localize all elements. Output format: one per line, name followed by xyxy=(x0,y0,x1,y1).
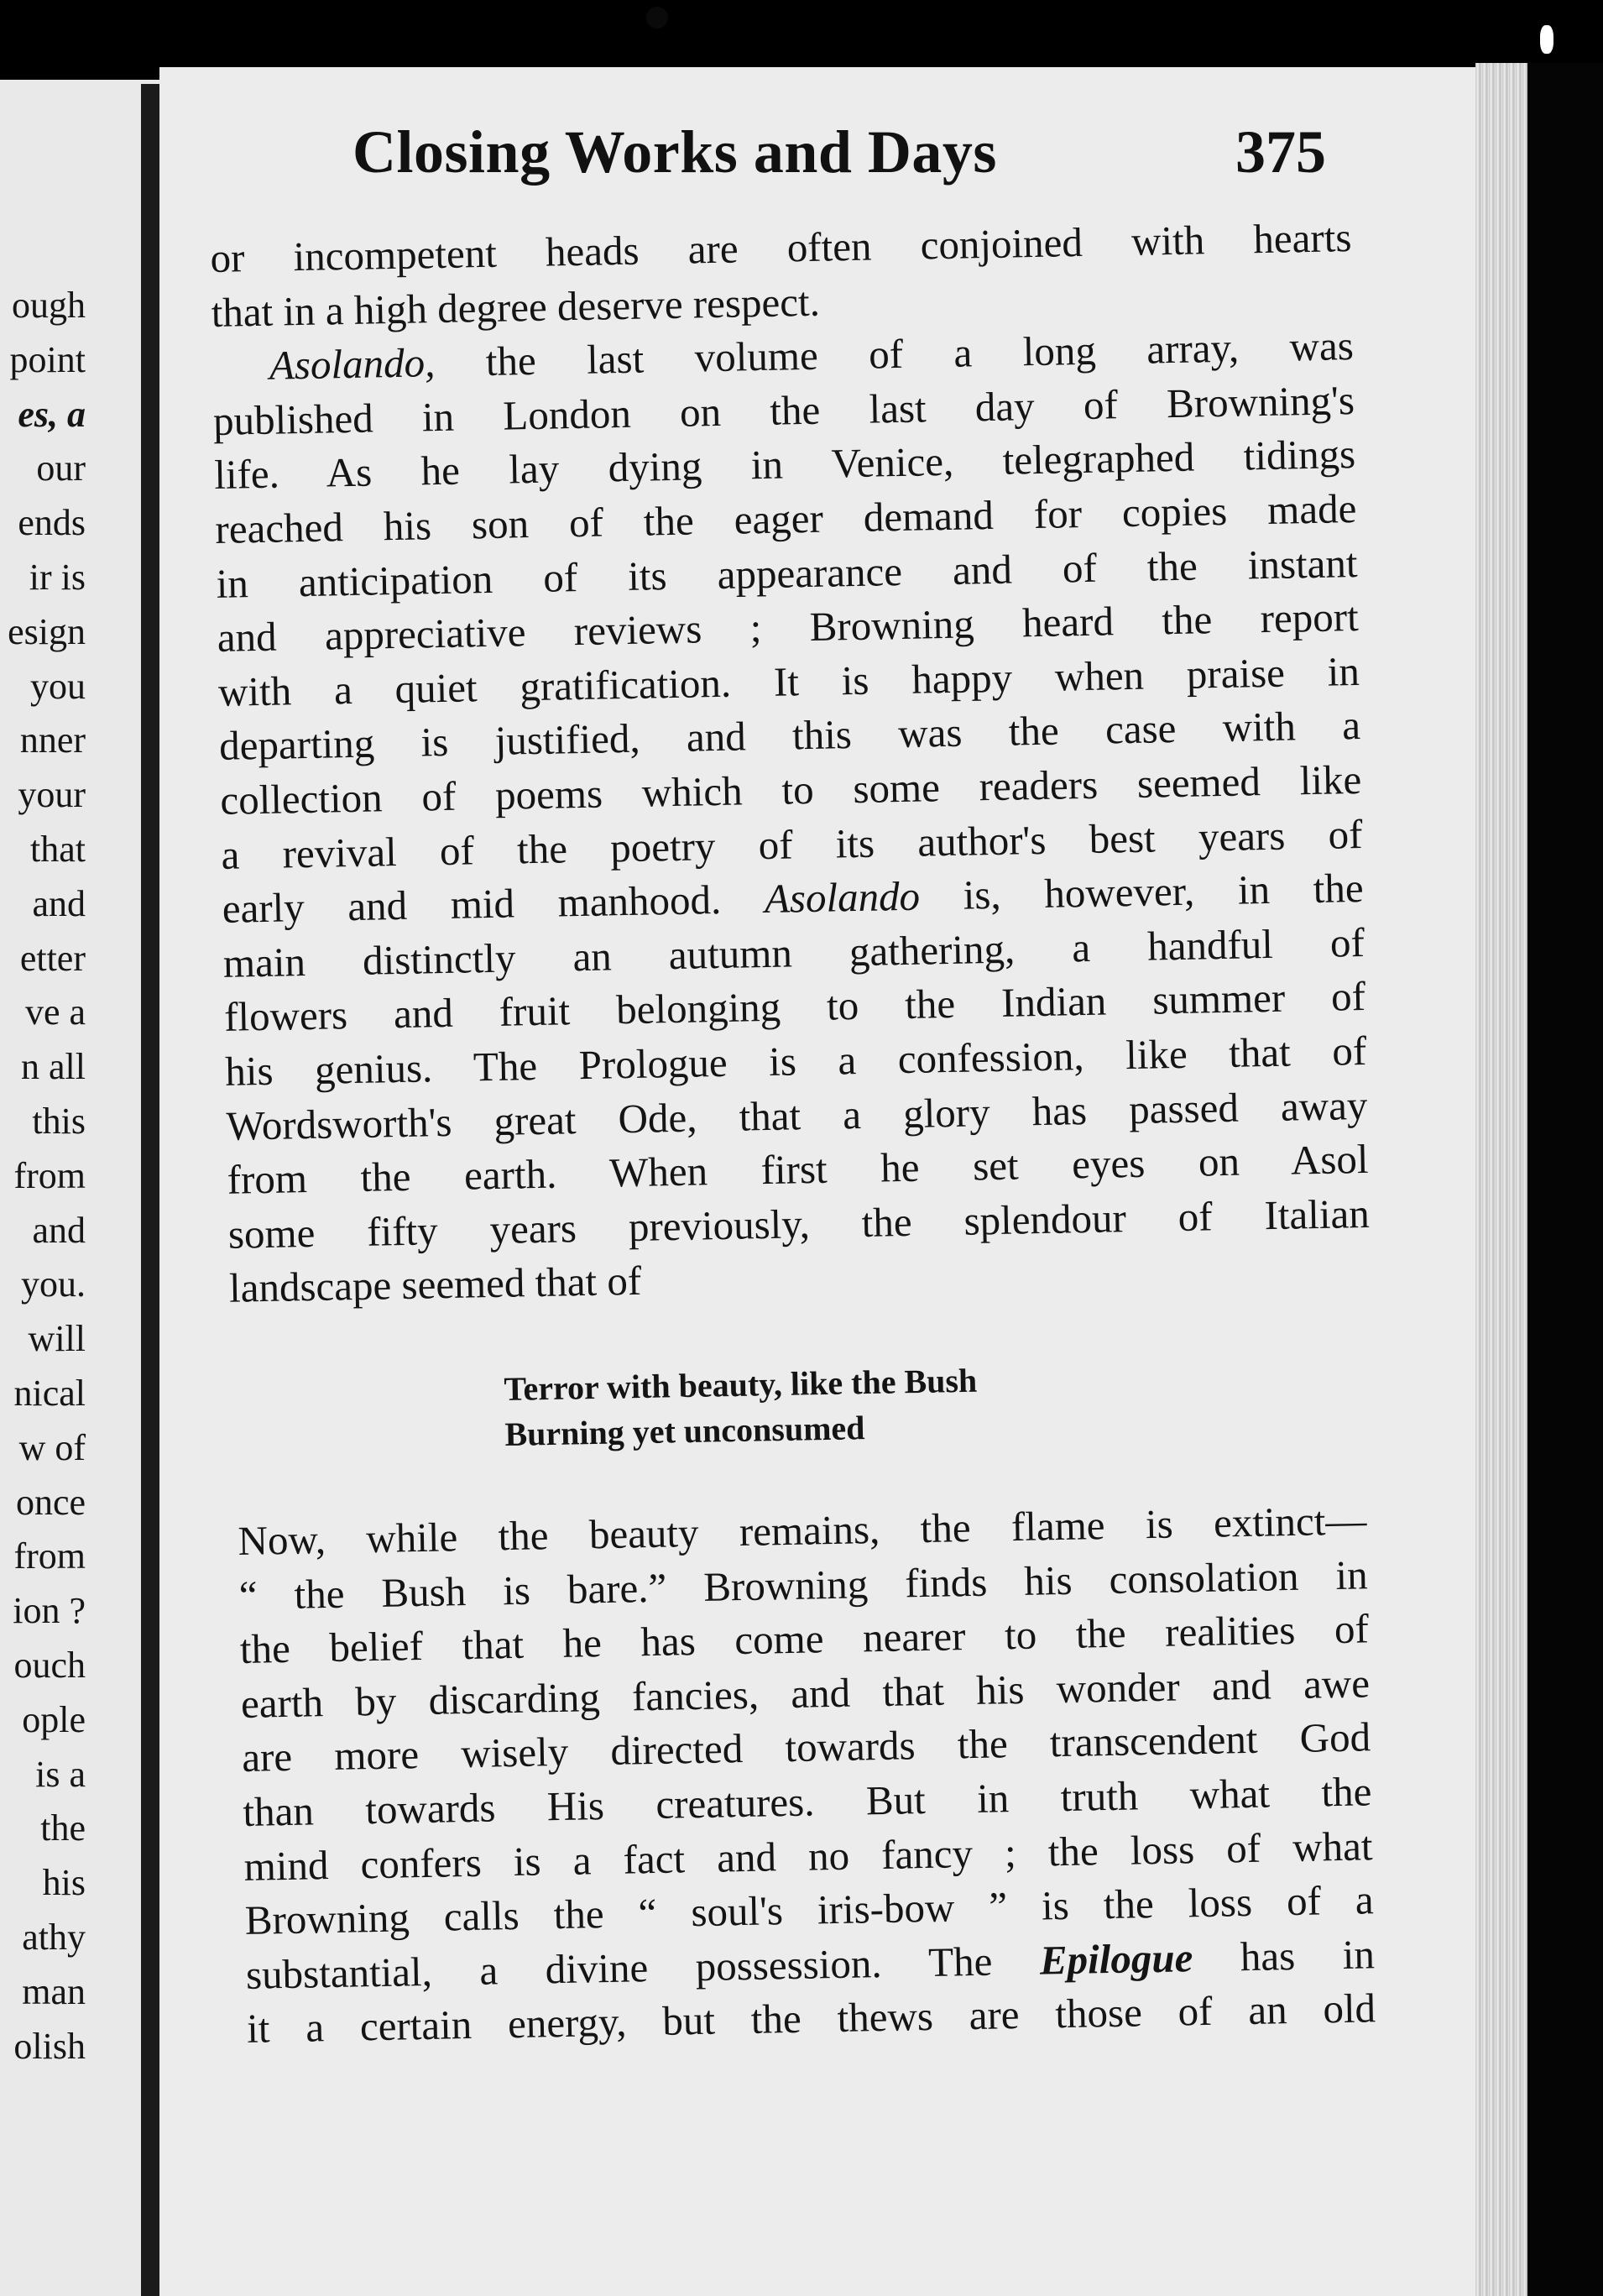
previous-page-fragment xyxy=(0,80,159,2296)
previous-page-line: n all xyxy=(21,1046,86,1088)
scan-background xyxy=(1527,63,1603,2296)
running-title: Closing Works and Days xyxy=(352,118,997,186)
text-line: some fifty years previously, the splendour of Italian xyxy=(227,1190,1371,1258)
text-line: and appreciative reviews ; Browning heard the report xyxy=(217,594,1360,662)
previous-page-line: ir is xyxy=(29,556,86,598)
text-line: collection of poems which to some readers seemed like xyxy=(219,756,1362,824)
page-edges xyxy=(1475,63,1527,2296)
text-fragment: is, however, in the xyxy=(919,865,1365,919)
previous-page-line: ough xyxy=(12,285,86,326)
previous-page-text xyxy=(0,279,86,2074)
previous-page-line: and xyxy=(32,882,86,924)
italic-title: Asolando xyxy=(764,872,921,923)
previous-page-line: nner xyxy=(19,719,86,761)
previous-page-line: esign xyxy=(8,610,86,652)
previous-page-line: ion ? xyxy=(13,1590,86,1632)
previous-page-line: olish xyxy=(13,2025,86,2067)
previous-page-line: ve a xyxy=(24,991,86,1033)
text-line: published in London on the last day of Browning's xyxy=(212,376,1355,444)
quote-line: Terror with beauty, like the Bush xyxy=(504,1361,978,1408)
scan-speck xyxy=(646,7,668,29)
text-line: Now, while the beauty remains, the flame is extinct— xyxy=(238,1497,1367,1564)
body-text-lower xyxy=(238,1493,1376,2056)
previous-page-line: this xyxy=(32,1100,86,1142)
text-line: departing is justified, and this was the case with a xyxy=(218,702,1361,770)
previous-page-line: ouch xyxy=(13,1644,86,1686)
text-line: “ the Bush is bare.” Browning finds his consolation in xyxy=(238,1551,1369,1619)
page-number: 375 xyxy=(1235,118,1326,186)
previous-page-line: etter xyxy=(19,937,86,979)
previous-page-line: you xyxy=(30,665,86,707)
body-text-upper xyxy=(210,211,1371,1316)
text-line: reached his son of the eager demand for copies made xyxy=(214,484,1357,552)
text-line: flowers and fruit belonging to the Indian summer of xyxy=(223,973,1366,1041)
previous-page-line: our xyxy=(36,447,86,489)
text-line: main distinctly an autumn gathering, a handful of xyxy=(222,918,1365,986)
italic-title: Epilogue xyxy=(1039,1933,1193,1984)
text-line: with a quiet gratification. It is happy when praise in xyxy=(217,647,1360,715)
text-fragment: has in xyxy=(1192,1931,1376,1980)
text-fragment: the last volume of a long array, was xyxy=(434,322,1355,386)
previous-page-line: that xyxy=(30,828,86,870)
text-line: are more wisely directed towards the transcendent God xyxy=(241,1713,1371,1781)
book-gutter xyxy=(141,84,159,2296)
text-line: a revival of the poetry of its author's best years of xyxy=(221,810,1363,878)
text-line: that in a high degree deserve respect. xyxy=(211,278,821,336)
previous-page-line: will xyxy=(28,1318,86,1360)
text-line: in anticipation of its appearance and of the instant xyxy=(216,539,1358,607)
previous-page-line: w of xyxy=(18,1426,86,1468)
previous-page-line: the xyxy=(40,1807,86,1849)
previous-page-line: his xyxy=(42,1862,86,1904)
text-fragment: early and mid manhood. xyxy=(222,876,765,932)
text-line: than towards His creatures. But in truth what the xyxy=(242,1768,1372,1835)
scan-speck xyxy=(1540,25,1553,54)
text-line: Wordsworth's great Ode, that a glory has passed away xyxy=(226,1081,1368,1149)
text-line: the belief that he has come nearer to the realities of xyxy=(239,1605,1370,1673)
previous-page-line: man xyxy=(22,1970,86,2012)
text-line: his genius. The Prologue is a confession, like that of xyxy=(224,1027,1367,1095)
text-line: Browning calls the “ soul's iris-bow ” is the loss of a xyxy=(244,1876,1375,1944)
text-line: or incompetent heads are often conjoined with hearts xyxy=(210,214,1352,281)
previous-page-line: once xyxy=(15,1481,86,1523)
text-line: from the earth. When first he set eyes on Asol xyxy=(227,1135,1369,1203)
previous-page-line: from xyxy=(13,1154,86,1196)
previous-page-line: is a xyxy=(35,1753,86,1795)
text-line: it a certain energy, but the thews are those of an old xyxy=(246,1985,1376,2053)
previous-page-line: es, a xyxy=(18,393,86,435)
block-quote xyxy=(504,1358,979,1457)
previous-page-line: ople xyxy=(22,1698,86,1740)
previous-page-line: from xyxy=(13,1535,86,1577)
text-line: life. As he lay dying in Venice, telegraphed tidings xyxy=(213,431,1356,499)
text-line: landscape seemed that of xyxy=(228,1258,642,1312)
previous-page-line: athy xyxy=(22,1916,86,1958)
previous-page-line: you. xyxy=(21,1263,86,1305)
quote-line: Burning yet unconsumed xyxy=(504,1409,865,1453)
text-line: earth by discarding fancies, and that his wonder and awe xyxy=(240,1660,1371,1727)
previous-page-line: and xyxy=(32,1209,86,1251)
previous-page-line: your xyxy=(18,774,86,816)
previous-page-line: point xyxy=(9,338,86,380)
running-header xyxy=(193,118,1326,210)
previous-page-line: ends xyxy=(18,502,86,544)
italic-title: Asolando, xyxy=(269,339,436,389)
text-fragment: substantial, a divine possession. The xyxy=(245,1937,1041,1998)
previous-page-line: nical xyxy=(13,1372,86,1414)
text-line: mind confers is a fact and no fancy ; the loss of what xyxy=(243,1822,1373,1890)
